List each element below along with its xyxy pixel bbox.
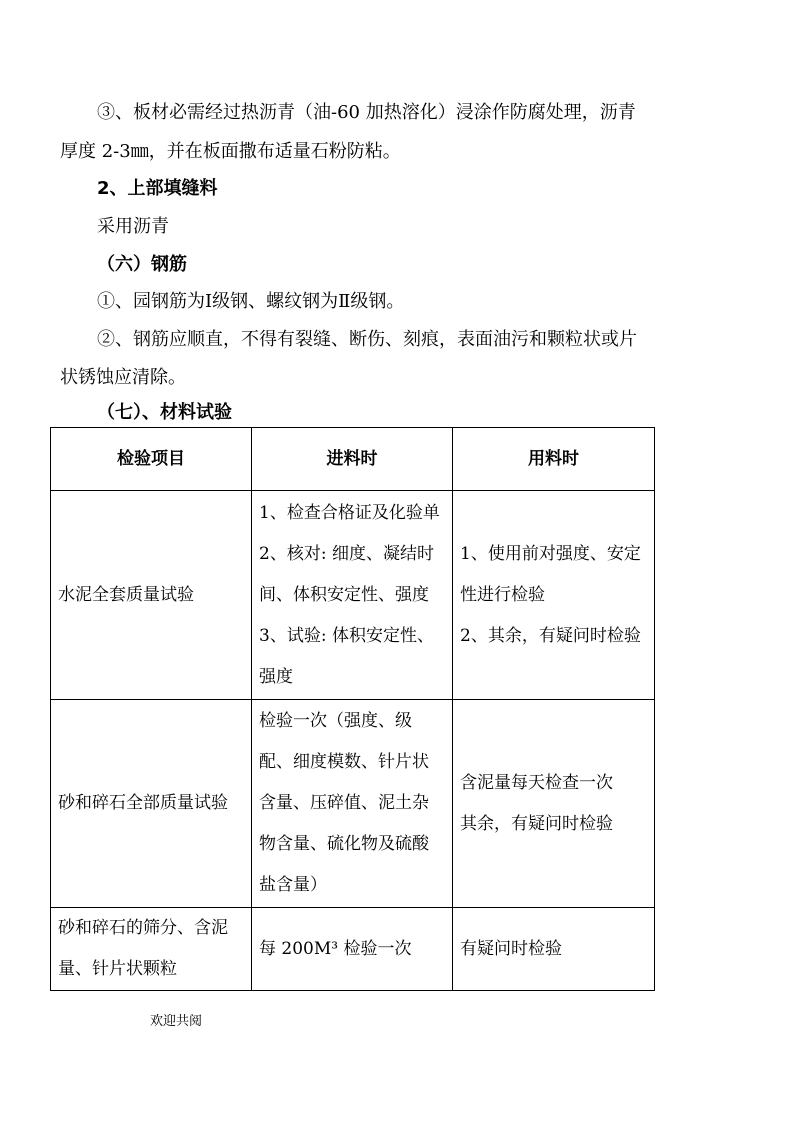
cell-usage: 有疑问时检验 xyxy=(453,908,655,991)
cell-incoming: 每 200M³ 检验一次 xyxy=(252,908,453,991)
table-row xyxy=(51,700,655,908)
paragraph-sealant-asphalt: 采用沥青 xyxy=(97,216,169,237)
cell-item: 砂和碎石的筛分、含泥量、针片状颗粒 xyxy=(51,908,252,991)
material-test-table xyxy=(50,427,655,991)
cell-item: 砂和碎石全部质量试验 xyxy=(51,700,252,908)
table-row xyxy=(51,491,655,700)
footer-text: 欢迎共阅 xyxy=(150,1014,203,1029)
cell-usage: 1、使用前对强度、安定性进行检验 2、其余，有疑问时检验 xyxy=(453,491,655,700)
cell-item: 水泥全套质量试验 xyxy=(51,491,252,700)
heading-rebar: （六）钢筋 xyxy=(97,254,187,275)
table-header-row xyxy=(51,428,655,491)
heading-material-test: （七）、材料试验 xyxy=(97,402,232,423)
paragraph-rebar-straight-line2: 状锈蚀应清除。 xyxy=(60,367,186,388)
cell-usage: 含泥量每天检查一次 其余，有疑问时检验 xyxy=(453,700,655,908)
cell-incoming: 1、检查合格证及化验单 2、核对: 细度、凝结时间、体积安定性、强度 3、试验: 体积安定性、强度 xyxy=(252,491,453,700)
paragraph-rebar-grade: ①、园钢筋为Ⅰ级钢、螺纹钢为Ⅱ级钢。 xyxy=(97,291,405,312)
heading-upper-sealant: 2、上部填缝料 xyxy=(97,178,218,199)
paragraph-board-treatment-line1: ③、板材必需经过热沥青（油-60 加热溶化）浸涂作防腐处理，沥青 xyxy=(97,102,636,123)
table-row xyxy=(51,908,655,991)
header-test-item: 检验项目 xyxy=(51,428,252,491)
header-usage: 用料时 xyxy=(453,428,655,491)
paragraph-board-treatment-line2: 厚度 2-3㎜，并在板面撒布适量石粉防粘。 xyxy=(60,141,401,162)
header-incoming: 进料时 xyxy=(252,428,453,491)
cell-incoming: 检验一次（强度、级配、细度模数、针片状含量、压碎值、泥土杂物含量、硫化物及硫酸盐含量） xyxy=(252,700,453,908)
paragraph-rebar-straight-line1: ②、钢筋应顺直，不得有裂缝、断伤、刻痕，表面油污和颗粒状或片 xyxy=(97,329,637,350)
